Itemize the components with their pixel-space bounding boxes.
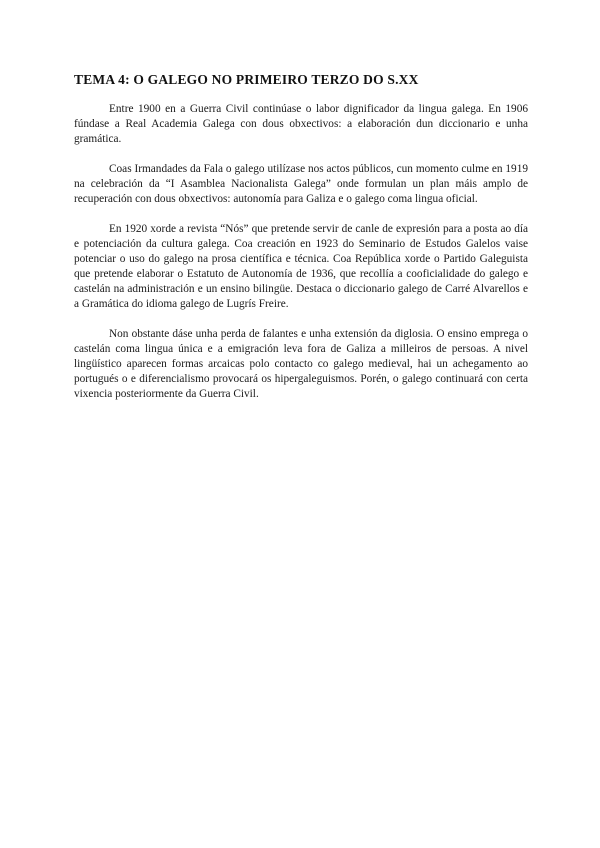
paragraph-2: Coas Irmandades da Fala o galego utilízase nos actos públicos, cun momento culme en 1919 na celebración da “I Asamblea Nacionalista Galega” onde formulan un plan máis amplo de recuperación con dous obxectivos: autonomía para Galiza e o galego coma lingua oficial. [74,163,528,205]
paragraph-3: En 1920 xorde a revista “Nós” que pretende servir de canle de expresión para a posta ao día e potenciación da cultura galega. Coa creación en 1923 do Seminario de Estudos Galelos vaise potenciar o uso do galego na prosa científica e técnica. Coa República xorde o Partido Galeguista que pretende elaborar o Estatuto de Autonomía de 1936, que recollía a cooficialidade do galego e castelán na administración e un ensino bilingüe. Destaca o diccionario galego de Carré Alvarellos e a Gramática do idioma galego de Lugrís Freire. [74,223,528,310]
document-body [74,72,528,417]
document-title: TEMA 4: O GALEGO NO PRIMEIRO TERZO DO S.XX [74,72,419,87]
paragraph-1: Entre 1900 en a Guerra Civil continúase o labor dignificador da lingua galega. En 1906 fúndase a Real Academia Galega con dous obxectivos: a elaboración dun diccionario e unha gramática. [74,103,528,145]
paragraph-4: Non obstante dáse unha perda de falantes e unha extensión da diglosia. O ensino emprega o castelán coma lingua única e a emigración leva fora de Galiza a milleiros de persoas. A nivel lingüístico aparecen formas arcaicas polo contacto co galego medieval, hai un achegamento ao portugués o e diferencialismo provocará os hipergaleguismos. Porén, o galego continuará con certa vixencia posteriormente da Guerra Civil. [74,328,528,400]
